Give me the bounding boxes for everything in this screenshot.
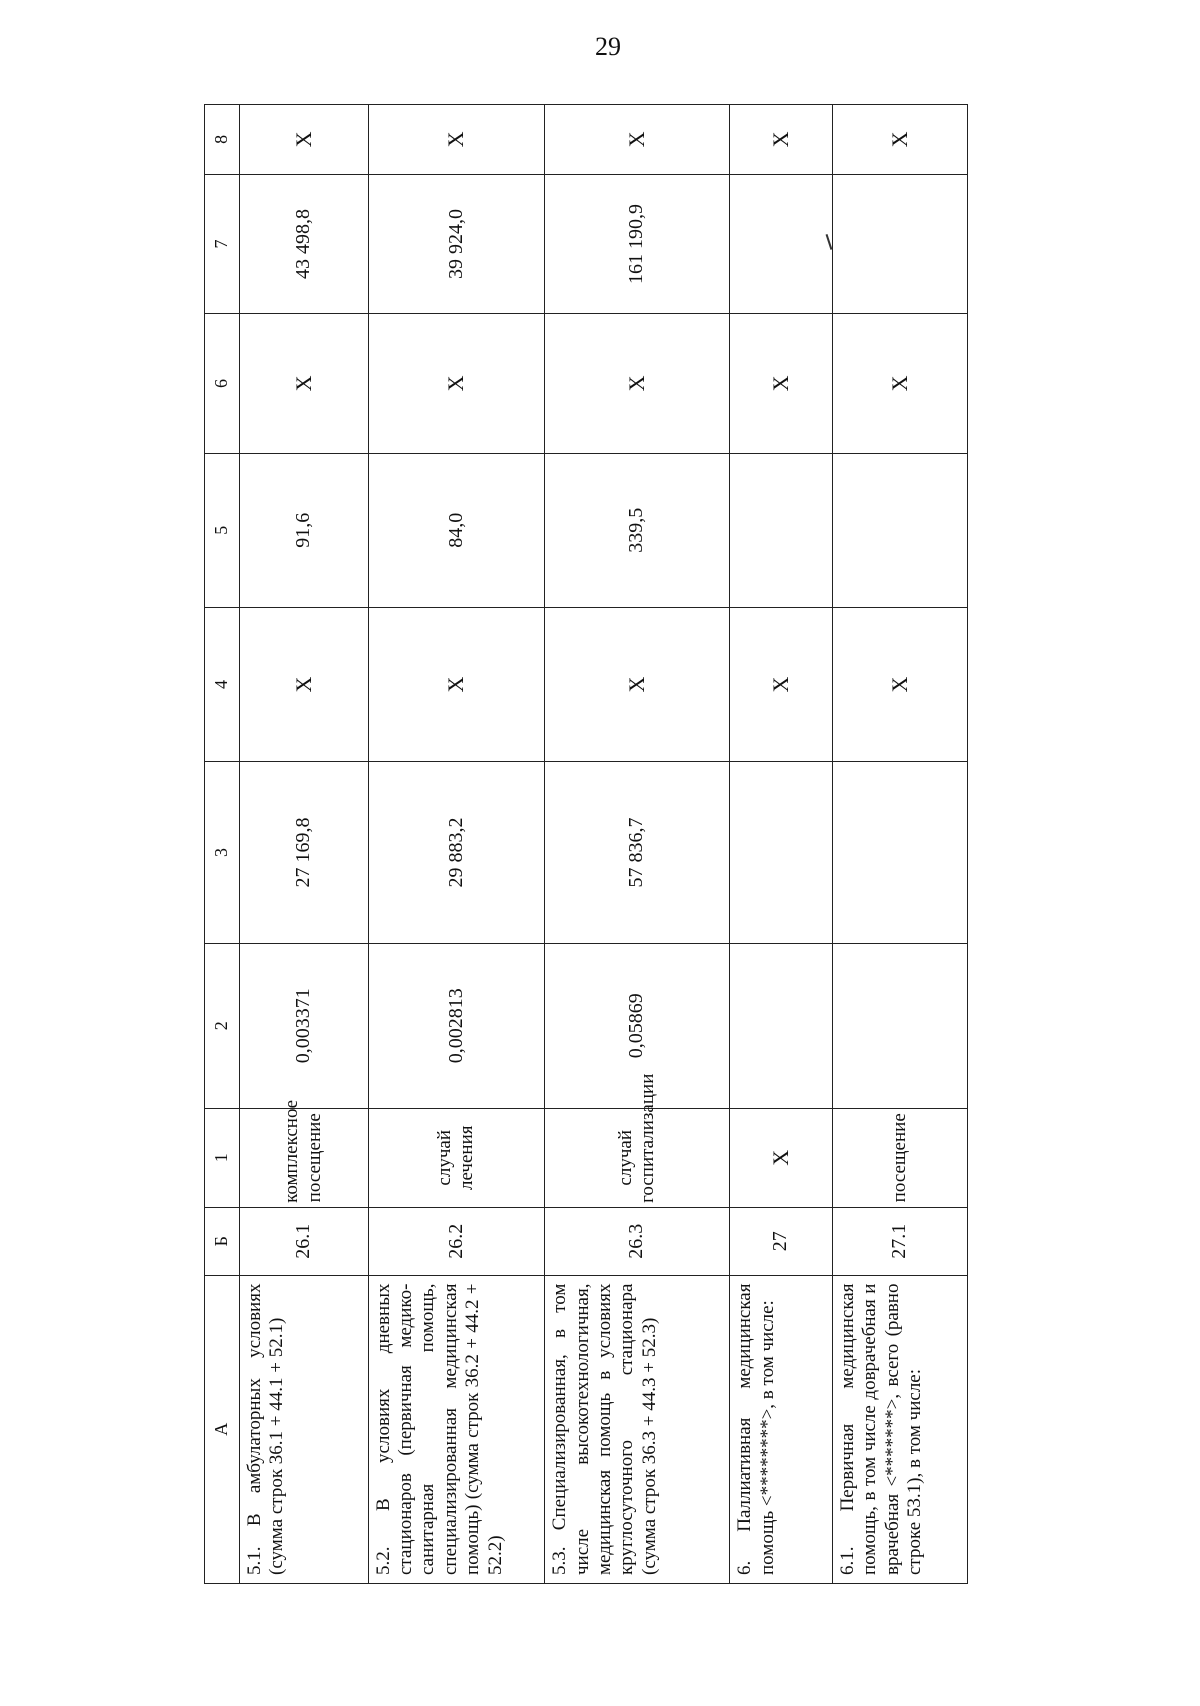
- value-cell: 84,0: [368, 453, 545, 607]
- row-description: 5.2. В условиях дневных стационаров (первичная медико-санитарная помощь, специализированная медицинская помощь) (сумма строк 36.2 + 44.2 + 52.2): [368, 1275, 545, 1583]
- row-code: 26.1: [240, 1207, 369, 1275]
- row-description: 6. Паллиативная медицинская помощь <********>, в том числе:: [730, 1275, 832, 1583]
- value-cell: X: [240, 607, 369, 761]
- value-cell: 91,6: [240, 453, 369, 607]
- value-cell: [832, 174, 967, 313]
- value-cell: 0,003371: [240, 943, 369, 1108]
- row-code: 27: [730, 1207, 832, 1275]
- header-cell: 2: [205, 943, 240, 1108]
- header-cell: 5: [205, 453, 240, 607]
- value-cell: X: [545, 607, 730, 761]
- header-cell: 8: [205, 105, 240, 175]
- value-cell: [832, 453, 967, 607]
- table-row: [545, 105, 730, 1584]
- row-code: 26.3: [545, 1207, 730, 1275]
- cost-norms-table: [204, 104, 968, 1584]
- value-cell: [730, 943, 832, 1108]
- value-cell: 29 883,2: [368, 762, 545, 944]
- value-cell: [832, 943, 967, 1108]
- row-code: 26.2: [368, 1207, 545, 1275]
- table-row: [368, 105, 545, 1584]
- page-number: 29: [595, 32, 621, 61]
- value-cell: 57 836,7: [545, 762, 730, 944]
- value-cell: 0,05869: [545, 943, 730, 1108]
- header-cell: 6: [205, 314, 240, 453]
- row-code: 27.1: [832, 1207, 967, 1275]
- value-cell: X: [730, 607, 832, 761]
- value-cell: X: [832, 607, 967, 761]
- value-cell: X: [730, 314, 832, 453]
- value-cell: [832, 762, 967, 944]
- unit-cell: случай лечения: [368, 1108, 545, 1207]
- value-cell: 27 169,8: [240, 762, 369, 944]
- value-cell: X: [240, 314, 369, 453]
- row-description: 6.1. Первичная медицинская помощь, в том числе доврачебная и врачебная <*******>, всего (равно строке 53.1), в том числе:: [832, 1275, 967, 1583]
- unit-cell: X: [730, 1108, 832, 1207]
- value-cell: 161 190,9: [545, 174, 730, 313]
- value-cell: X: [368, 607, 545, 761]
- row-description: 5.1. В амбулаторных условиях (сумма строк 36.1 + 44.1 + 52.1): [240, 1275, 369, 1583]
- unit-cell: посещение: [832, 1108, 967, 1207]
- value-cell: [730, 174, 832, 313]
- table-row: [832, 105, 967, 1584]
- value-cell: [730, 762, 832, 944]
- row-description: 5.3. Специализированная, в том числе высокотехнологичная, медицинская помощь в условиях круглосуточного стационара (сумма строк 36.3 + 44.3 + 52.3): [545, 1275, 730, 1583]
- header-cell: 3: [205, 762, 240, 944]
- unit-cell: комплексное посещение: [240, 1108, 369, 1207]
- value-cell: 0,002813: [368, 943, 545, 1108]
- value-cell: X: [240, 105, 369, 175]
- value-cell: 339,5: [545, 453, 730, 607]
- unit-cell: случай госпитализации: [545, 1108, 730, 1207]
- value-cell: X: [545, 314, 730, 453]
- header-cell: 7: [205, 174, 240, 313]
- table-row: [240, 105, 369, 1584]
- value-cell: 43 498,8: [240, 174, 369, 313]
- header-cell: 4: [205, 607, 240, 761]
- header-cell: 1: [205, 1108, 240, 1207]
- value-cell: X: [832, 314, 967, 453]
- value-cell: 39 924,0: [368, 174, 545, 313]
- header-cell: Б: [205, 1207, 240, 1275]
- value-cell: X: [545, 105, 730, 175]
- header-cell: А: [205, 1275, 240, 1583]
- rotated-table-container: [204, 104, 968, 1584]
- table-row: [730, 105, 832, 1584]
- value-cell: X: [832, 105, 967, 175]
- value-cell: X: [368, 314, 545, 453]
- value-cell: X: [730, 105, 832, 175]
- value-cell: X: [368, 105, 545, 175]
- table-header-row: [205, 105, 240, 1584]
- value-cell: [730, 453, 832, 607]
